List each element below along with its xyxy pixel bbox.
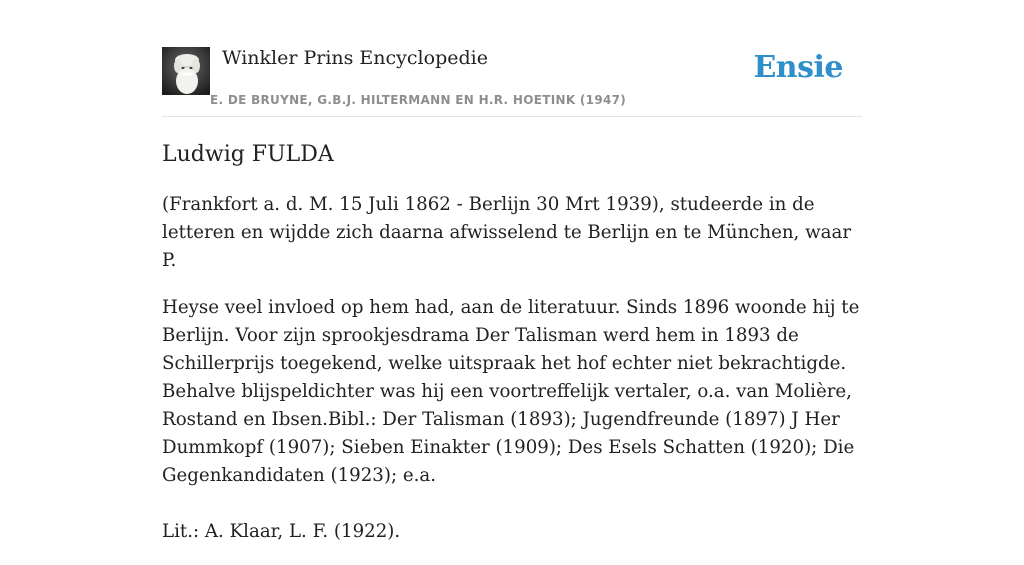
ensie-logo[interactable]: Ensie [753,50,843,85]
article-title: Ludwig FULDA [162,142,334,167]
article-content [162,140,867,565]
publication-title[interactable]: Winkler Prins Encyclopedie [222,47,488,69]
article-paragraph-2: Heyse veel invloed op hem had, aan de literatuur. Sinds 1896 woonde hij te Berlijn. Voor zijn sprookjesdrama Der Talisman werd hem in 1893 de Schillerprijs toegekend, welke uitspraak het hof echter niet bekrachtigde. Behalve blijspeldichter was hij een voortreffelijk vertaler, o.a. van Molière, Rostand en Ibsen.Bibl.: Der Talisman (1893); Jugendfreunde (1897) J Her Dummkopf (1907); Sieben Einakter (1909); Des Esels Schatten (1920); Die Gegenkandidaten (1923); e.a. [162,297,860,486]
literature-reference: Lit.: A. Klaar, L. F. (1922). [162,521,401,542]
article-paragraph-1: (Frankfort a. d. M. 15 Juli 1862 - Berlijn 30 Mrt 1939), studeerde in de letteren en wijdde zich daarna afwisselend te Berlijn en te München, waar P. [162,194,852,271]
publication-header [162,46,862,117]
author-portrait-avatar[interactable] [162,47,210,95]
publication-authors: E. DE BRUYNE, G.B.J. HILTERMANN EN H.R. HOETINK (1947) [210,93,627,107]
portrait-image [162,47,210,95]
